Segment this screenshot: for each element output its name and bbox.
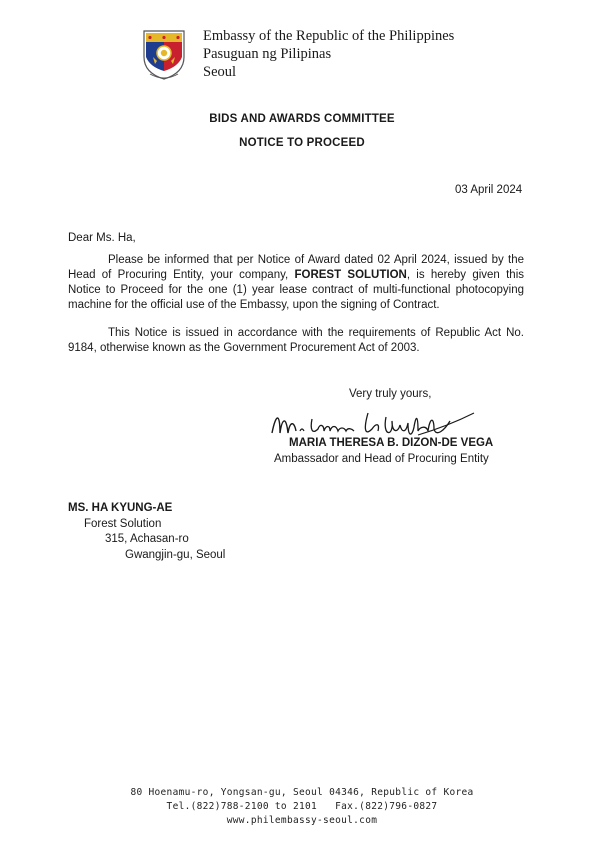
body-paragraph-2: This Notice is issued in accordance with the requirements of Republic Act No. 9184, otherwise known as the Government Procurement Act of 2003.: [68, 327, 524, 354]
committee-heading: BIDS AND AWARDS COMMITTEE: [209, 113, 395, 125]
addressee-company: Forest Solution: [84, 518, 162, 530]
salutation: Dear Ms. Ha,: [68, 232, 136, 244]
letterhead-line-2: Pasuguan ng Pilipinas: [203, 46, 332, 62]
addressee-street: 315, Achasan-ro: [105, 533, 189, 545]
paragraph-1-text-start: Please be informed that per Notice of Award dated 02 April 2024, issued by the Head of Procuring Entity, your company,: [68, 254, 524, 281]
letterhead-line-1: Embassy of the Republic of the Philippines: [203, 28, 455, 44]
company-name: FOREST SOLUTION: [294, 269, 407, 281]
letterhead-line-3: Seoul: [203, 64, 237, 80]
embassy-letterhead: [203, 27, 454, 81]
addressee-city: Gwangjin-gu, Seoul: [125, 549, 226, 561]
footer-phone-fax: Tel.(822)788-2100 to 2101 Fax.(822)796-0827: [166, 801, 438, 812]
body-paragraph-1: [68, 253, 524, 313]
footer-address: 80 Hoenamu-ro, Yongsan-gu, Seoul 04346, Republic of Korea: [130, 787, 474, 798]
letter-date: 03 April 2024: [455, 184, 523, 196]
document-title: NOTICE TO PROCEED: [239, 137, 365, 149]
addressee-name: MS. HA KYUNG-AE: [68, 502, 173, 514]
paragraph-1-text-end: , is hereby given this Notice to Proceed for the one (1) year lease contract of multi-functional photocopying machine for the official use of the Embassy, upon the signing of Contract.: [68, 269, 525, 311]
footer-website: www.philembassy-seoul.com: [226, 815, 378, 826]
signatory-title: Ambassador and Head of Procuring Entity: [274, 453, 489, 465]
philippine-coat-of-arms-icon: [140, 27, 188, 81]
signatory-name: MARIA THERESA B. DIZON-DE VEGA: [289, 437, 494, 449]
complimentary-closing: Very truly yours,: [349, 388, 432, 400]
